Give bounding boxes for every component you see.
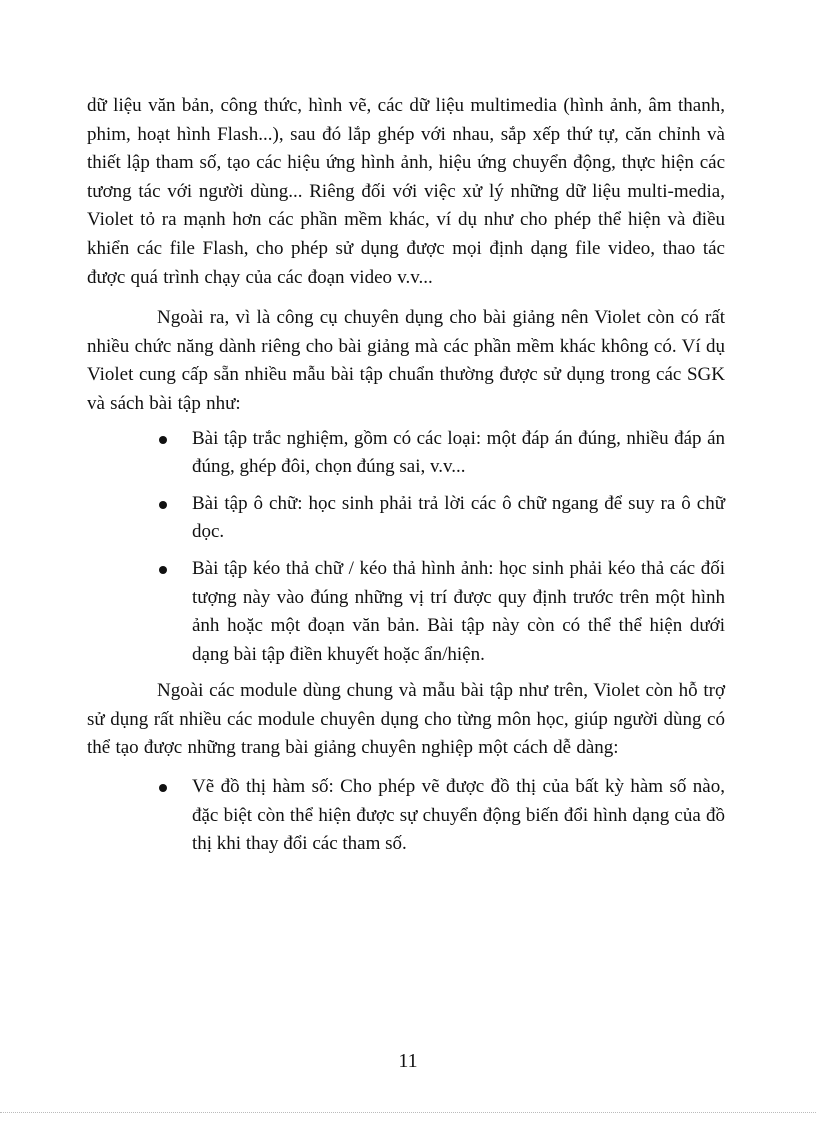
bullet-icon bbox=[159, 566, 167, 574]
module-list bbox=[87, 773, 725, 859]
list-item-text: Vẽ đồ thị hàm số: Cho phép vẽ được đồ thị của bất kỳ hàm số nào, đặc biệt còn thể hiện được sự chuyển động biến đổi hình dạng của đồ thị khi thay đổi các tham số. bbox=[192, 776, 725, 855]
bullet-icon bbox=[159, 501, 167, 509]
footer-divider bbox=[0, 1112, 816, 1113]
list-item bbox=[192, 773, 725, 859]
list-item-text: Bài tập ô chữ: học sinh phải trả lời các ô chữ ngang để suy ra ô chữ dọc. bbox=[192, 492, 725, 543]
paragraph-modules: Ngoài các module dùng chung và mẫu bài tập như trên, Violet còn hỗ trợ sử dụng rất nhiều các module chuyên dụng cho từng môn học, giúp người dùng có thể tạo được những trang bài giảng chuyên nghiệp một cách dễ dàng: bbox=[87, 680, 725, 759]
list-item bbox=[192, 425, 725, 482]
list-item bbox=[192, 555, 725, 669]
bullet-icon bbox=[159, 784, 167, 792]
exercise-types-list bbox=[87, 425, 725, 670]
document-body bbox=[87, 92, 725, 867]
page-number: 11 bbox=[398, 1050, 418, 1072]
paragraph-violet-features: Ngoài ra, vì là công cụ chuyên dụng cho bài giảng nên Violet còn có rất nhiều chức năng dành riêng cho bài giảng mà các phần mềm khác không có. Ví dụ Violet cung cấp sẵn nhiều mẫu bài tập chuẩn thường được sử dụng trong các SGK và sách bài tập như: bbox=[87, 307, 725, 414]
list-item bbox=[192, 490, 725, 547]
list-item-text: Bài tập kéo thả chữ / kéo thả hình ảnh: học sinh phải kéo thả các đối tượng này vào đúng những vị trí được quy định trước trên một hình ảnh hoặc một đoạn văn bản. Bài tập này còn có thể thể hiện dưới dạng bài tập điền khuyết hoặc ẩn/hiện. bbox=[192, 557, 725, 665]
paragraph-continuation: dữ liệu văn bản, công thức, hình vẽ, các dữ liệu multimedia (hình ảnh, âm thanh, phim, hoạt hình Flash...), sau đó lắp ghép với nhau, sắp xếp thứ tự, căn chỉnh và thiết lập tham số, tạo các hiệu ứng hình ảnh, hiệu ứng chuyển động, thực hiện các tương tác với người dùng... Riêng đối với việc xử lý những dữ liệu multi-media, Violet tỏ ra mạnh hơn các phần mềm khác, ví dụ như cho phép thể hiện và điều khiển các file Flash, cho phép sử dụng được mọi định dạng file video, thao tác được quá trình chạy của các đoạn video v.v... bbox=[87, 95, 725, 288]
bullet-icon bbox=[159, 436, 167, 444]
list-item-text: Bài tập trắc nghiệm, gồm có các loại: một đáp án đúng, nhiều đáp án đúng, ghép đôi, chọn đúng sai, v.v... bbox=[192, 427, 725, 478]
